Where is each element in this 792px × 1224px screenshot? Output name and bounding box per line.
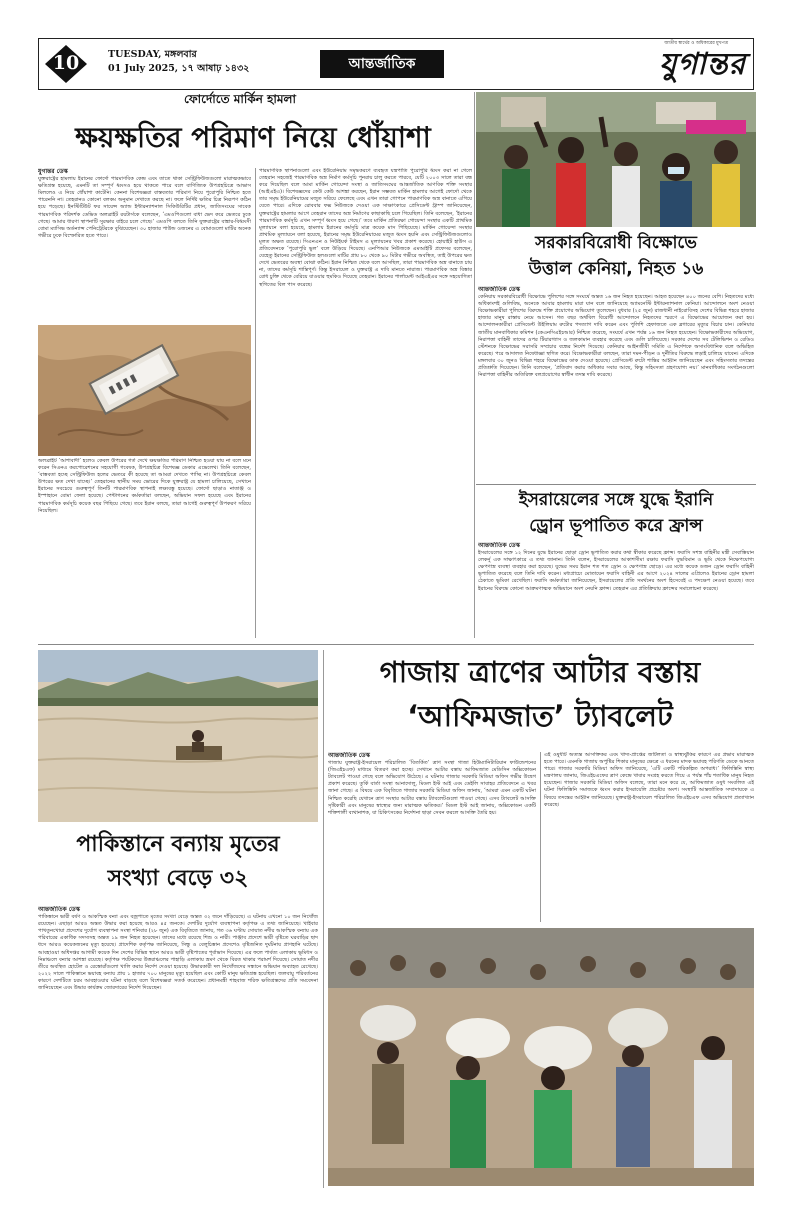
story1-desk: যুগান্তর ডেস্ক — [38, 168, 68, 175]
story1-col1-top — [38, 168, 251, 323]
center-column-rule — [474, 92, 475, 638]
story2-headline — [478, 230, 754, 282]
story5-headline-line2: সংখ্যা বেড়ে ৩২ — [107, 866, 249, 891]
gaza-aid-photo — [328, 928, 754, 1186]
story4-headline-line2: ‘আফিমজাত’ ট্যাবলেট — [407, 699, 673, 733]
story1-col1-bottom — [38, 458, 251, 638]
story4-col2-block — [544, 752, 754, 922]
story1-col2: পারমাণবিক স্থাপনাগুলো এবং ইউরেনিয়াম সমৃদ্ধকরণে ব্যবহৃত যন্ত্রপাতি পুরোপুরি ধ্বংস করা না গেলে তেহরান সহজেই পারমাণবিক অস্ত্র নির্মাণ কর্মসূচি পুনরায় চালু করতে পারবে, যেটি ২০০৩ সালে তারা বন্ধ করে দিয়েছিল বলে আমা মার্কিন গোয়েন্দা সংস্থা ও জাতিসংঘের আন্তর্জাতিক আণবিক শক্তি সংস্থার (আইএইএ)। বিশেষজ্ঞদের কেউ কেউ আশঙ্কা করছেন, ইরান সম্ভবত মার্কিন হামলার আগেই ফোর্দো থেকে তার সমৃদ্ধ ইউরেনিয়ামের মজুত সরিয়ে ফেলেছে এবং এখন তারা গোপনে পারমাণবিক অস্ত্র বানাতে এগিয়ে যেতে পারে। — [259, 168, 472, 210]
story3-headline-line1: ইসরায়েলের সঙ্গে যুদ্ধে ইরানি — [518, 490, 714, 510]
date-block — [108, 48, 258, 76]
story5-body: পাকিস্তানে ভারী বর্ষণ ও আকস্মিক বন্যা এবং বজ্রপাতে মৃতের সংখ্যা বেড়ে অন্তত ৩২ জনে দাঁড়িয়েছে। এ ঘটনায় এখনো ১০ জন নিখোঁজ রয়েছেন। এছাড়া আরও অন্তত উদ্ধার করা হয়েছে আরও ৪৫ জনকে। দেশটির দুর্যোগ ব্যবস্থাপনা কর্তৃপক্ষ এ তথ্য জানিয়েছে। খাইবার পাখতুনখোয়া প্রদেশের দুর্যোগ ব্যবস্থাপনা সংস্থা শনিবার (২৮ জুন) এক বিবৃতিতে জানায়, গত ৩৬ ঘণ্টায় সোয়াত নদীর আকস্মিক বন্যায় এক পরিবারের একাধিক সদস্যসহ অন্তত ১৯ জন নিহত হয়েছেন। তাদের মধ্যে রয়েছে শিশু ও নারী। পাঞ্জাব প্রদেশে ভারী বৃষ্টিতে ঘরবাড়ির ছাদ ধসে আরও কয়েকজনের মৃত্যু হয়েছে। প্রাদেশিক কর্তৃপক্ষ জানিয়েছে, সিন্ধু ও বেলুচিস্তান প্রদেশেও বৃষ্টিজনিত দুর্ঘটনায় প্রাণহানি ঘটেছে। আবহাওয়া অধিদপ্তর আগামী কয়েক দিন দেশের বিভিন্ন স্থানে আরও ভারী বৃষ্টিপাতের পূর্বাভাস দিয়েছে। এর ফলে পার্বত্য এলাকায় ভূমিধস ও নিম্নাঞ্চলে বন্যার আশঙ্কা রয়েছে। কর্তৃপক্ষ পর্যটকদের উত্তরাঞ্চলের পাহাড়ি এলাকায় ভ্রমণ থেকে বিরত থাকার পরামর্শ দিয়েছে। সোয়াত নদীর তীরে অবস্থিত হোটেল ও রেস্তোরাঁগুলো খালি করার নির্দেশ দেওয়া হয়েছে। উদ্ধারকারী দল নিখোঁজদের সন্ধানে অভিযান অব্যাহত রেখেছে। ২০২২ সালে পাকিস্তানে ভয়াবহ বন্যায় প্রায় ১ হাজার ৭০০ মানুষের মৃত্যু হয়েছিল এবং কোটি মানুষ ক্ষতিগ্রস্ত হয়েছিল। জলবায়ু পরিবর্তনের কারণে দেশটিতে চরম আবহাওয়ার ঘটনা বাড়ছে বলে বিশেষজ্ঞরা সতর্ক করেছেন। প্রধানমন্ত্রী শাহবাজ শরিফ ক্ষতিগ্রস্তদের প্রতি সমবেদনা জানিয়েছেন এবং উদ্ধার কার্যক্রম জোরদারের নির্দেশ দিয়েছেন। — [38, 914, 318, 992]
story1-col1b: অলব্রাইট ‘আশাবাদী’ হলেও কেবল উপরের গর্ত দেখে ক্ষয়ক্ষতির পরিমাণ নিশ্চিত হওয়া যায় না বলে মনে করেন সিএনএ করপোরেশনের সহযোগী গবেষক, উপগ্রহচিত্র বিশেষজ্ঞ ডেকার এভেলেথ। তিনি বলেছেন, ‘বাস্তবতা হচ্ছে সেন্ট্রিফিউজ হলের ভেতরে কী হয়েছে তা আমরা দেখতে পাচ্ছি না। উপগ্রহচিত্রে কেবল উপরের ক্ষত দেখা যাচ্ছে।’ — [38, 458, 251, 486]
story4-headline-line1: গাজায় ত্রাণের আটার বস্তায় — [379, 655, 701, 689]
tagline: জাতীয় স্বার্থের ও অধিকারের মুখপত্র — [664, 41, 728, 46]
weekday: TUESDAY, মঙ্গলবার — [108, 49, 197, 60]
story1-kicker: ফোর্দোতে মার্কিন হামলা — [184, 92, 296, 106]
story2-headline-line2: উত্তাল কেনিয়া, নিহত ১৬ — [528, 259, 704, 279]
story3-headline — [476, 487, 756, 539]
story3-headline-line2: ড্রোন ভূপাতিত করে ফ্রান্স — [529, 516, 703, 536]
story5-headline-line1: পাকিস্তানে বন্যায় মৃতের — [76, 832, 280, 857]
pakistan-flood-photo — [38, 650, 318, 822]
story4-column-rule — [540, 752, 541, 922]
story3-body-block — [478, 542, 754, 638]
story1-col2b: এদিকে রোববার ফক্স নিউজকে দেওয়া এক সাক্ষাৎকারে প্রেসিডেন্ট ট্রাম্প জানিয়েছেন, যুক্তরাষ্ট্রের হামলার আগে তেহরান তাদের অস্ত্র নির্মাণের কাছাকাছি চলে গিয়েছিল। তিনি বলেছেন, ‘ইরানের পারমাণবিক কর্মসূচি এখন সম্পূর্ণ ধ্বংস হয়ে গেছে।’ তবে মার্কিন প্রতিরক্ষা গোয়েন্দা সংস্থার একটি প্রাথমিক মূল্যায়নে বলা হয়েছে, হামলায় ইরানের কর্মসূচি মাত্র কয়েক মাস পিছিয়েছে। — [259, 203, 472, 231]
masthead-title: যুগান্তর — [659, 47, 746, 82]
story1-col1: যুক্তরাষ্ট্রের হামলায় ইরানের ফোর্দো পারমাণবিক কেন্দ্র এবং তাতে থাকা সেন্ট্রিফিউজগুলো মারাত্মকভাবে ক্ষতিগ্রস্ত হয়েছে, এমনটি তা সম্পূর্ণ ধ্বংসও হয়ে থাকতে পারে বলে বাণিজ্যিক উপগ্রহচিত্রে আভাস মিললেও এ নিয়ে ধোঁয়াশা কাটেনি। কেননা বিশেষজ্ঞরা বাস্তবতার পরিমাণ নিয়ে পুরোপুরি নিশ্চিত হতে পারেননি না। তেহরানও কোনো বলকম অনুমান দেখাতে করছে না। ফলে নির্দিষ্ট ক্ষতির চিত্র নিরূপণ কঠিন হয়ে পড়েছে। ইনস্টিটিউট ফর সায়েন্স অ্যান্ড ইন্টারন্যাশনাল সিকিউরিটির প্রধান, জাতিসংঘের সাবেক পারমাণবিক পরিদর্শক ডেভিড অলব্রাইট রয়টার্সকে বলেছেন, ‘এমওপিগুলো বাধা ভেদ করে ভেতরে ঢুকে গেছে। আমার ধারণা স্থাপনাটি সুরক্ষার বাইরে চলে গেছে।’ এমওপি বলতে তিনি যুক্তরাষ্ট্রের বাঙ্কার-বিধ্বংসী বোমা ম্যাসিভ অর্ডন্যান্স পেনিট্রেটরকে বুঝিয়েছেন। ৩০ হাজার পাউন্ড ওজনের এ বোমাগুলো মাটির অনেক গভীরে ঢুকে বিস্ফোরিত হতে পারে। — [38, 176, 251, 239]
fordo-satellite-image — [38, 325, 251, 456]
story2-desk: আন্তর্জাতিক ডেস্ক — [478, 286, 520, 293]
story5-headline — [38, 828, 318, 896]
date: 01 July 2025, ১৭ আষাঢ় ১৪৩২ — [108, 63, 250, 74]
story2-bottom-rule — [476, 484, 756, 485]
story4-col2: এই ওষুধটি অত্যন্ত আসক্তিকর এবং খাদ্য-প্রাপ্তের জটিলতা ও স্বাস্থ্যঝুঁকির কারণে এর প্রভাব মারাত্মক হতে পারে। এমনকি গাজায় অপুষ্টির শিকার মানুষের ক্ষেত্রে এ ধরনের মাদক ভয়াবহ পরিণতি ডেকে আনতে পারে। গাজার সরকারি মিডিয়া অফিস জানিয়েছে, ‘এটি একটি পরিকল্পিত অপরাধ।’ ফিলিস্তিনি স্বাস্থ্য মন্ত্রণালয় জানায়, জিএইচএফের ত্রাণ কেন্দ্রে খাবার সংগ্রহ করতে গিয়ে এ পর্যন্ত পাঁচ শতাধিক মানুষ নিহত হয়েছেন। গাজার সরকারি মিডিয়া অফিস বলেছে, তারা মনে করে যে, আফিমজাত ওষুধ সংবলিত এই ঘটনা ফিলিস্তিনি সমাজকে ধ্বংস করার ইসরায়েলি প্রচেষ্টার অংশ। সংস্থাটি আন্তর্জাতিক সম্প্রদায়কে এ বিষয়ে তদন্তের আহ্বান জানিয়েছে। যুক্তরাষ্ট্র-ইসরায়েল পরিচালিত জিএইচএফ এসব অভিযোগ প্রত্যাখ্যান করেছে। — [544, 752, 754, 808]
story5-body-block — [38, 906, 318, 1186]
story1-col1c: তেহরানের স্থানীয় সময় ভোরের দিকে যুক্তরাষ্ট্র যে হামলা চালিয়েছে, সেখানে ইরানের সবচেয়ে গুরুত্বপূর্ণ তিনটি পারমাণবিক স্থাপনাই লক্ষ্যবস্তু হয়েছে। ফোর্দো ছাড়াও নাতাঞ্জ ও ইস্পাহানে বোমা ফেলা হয়েছে। পেন্টাগনের কর্মকর্তারা বলছেন, অভিযান সফল হয়েছে এবং ইরানের পারমাণবিক কর্মসূচি কয়েক বছর পিছিয়ে গেছে। তবে ইরান বলছে, তারা আগেই গুরুত্বপূর্ণ উপকরণ সরিয়ে নিয়েছিল। — [38, 479, 251, 514]
lower-column-rule — [323, 650, 324, 1188]
page-number: 10 — [52, 52, 80, 74]
masthead-logo — [565, 40, 750, 88]
story4-headline — [326, 650, 754, 738]
satellite-photo-icon — [38, 325, 251, 456]
section-label: আন্তর্জাতিক — [348, 56, 416, 72]
story3-body: ইসরায়েলের সঙ্গে ১২ দিনের যুদ্ধে ইরানের ছোড়া ড্রোন ভূপাতিত করার কথা স্বীকার করেছে ফ্রান্স। ফরাসি সশস্ত্র বাহিনীর মন্ত্রী সেবাস্তিয়ান লেকর্নু এক সাক্ষাৎকারে এ তথ্য জানান। তিনি বলেন, ইসরায়েলের আকাশসীমা রক্ষায় ফরাসি যুদ্ধবিমান ও ভূমি থেকে নিক্ষেপযোগ্য ক্ষেপণাস্ত্র ব্যবস্থা ব্যবহার করা হয়েছে। যুদ্ধের সময় ইরান শত শত ড্রোন ও ক্ষেপণাস্ত্র ছোড়ে। এর মধ্যে কয়েক ডজন ড্রোন ফরাসি বাহিনী ভূপাতিত করেছে বলে তিনি দাবি করেন। মধ্যপ্রাচ্যে মোতায়েন ফরাসি বাহিনী এর আগে ২০২৪ সালের এপ্রিলেও ইরানের ড্রোন হামলা ঠেকাতে ভূমিকা রেখেছিল। ফরাসি কর্মকর্তারা জানিয়েছেন, ইসরায়েলের প্রতি সমর্থনের অংশ হিসেবেই এ পদক্ষেপ নেওয়া হয়েছে। তবে ইরানের বিরুদ্ধে কোনো আক্রমণাত্মক অভিযানে অংশ নেয়নি ফ্রান্স। তেহরান এর প্রতিক্রিয়ায় ফ্রান্সের সমালোচনা করেছে। — [478, 550, 754, 592]
story1-column-rule — [255, 168, 256, 638]
flood-photo-icon — [38, 650, 318, 822]
story1-col2d: এনপিআর নিউজকে এমআইটি প্রফেসর বলেছেন, যেহেতু ইরানের সেন্ট্রিফিউজ হলগুলো মাটির প্রায় ৮০ থেকে ৯০ মিটার গভীরে অবস্থিত, তাই উপরের ক্ষত দেখে ভেতরের অবস্থা বোঝা কঠিন। ইরান নিশ্চিত থেকে বলে আসছিল, তারা পারমাণবিক অস্ত্র বানাতে চায় না, তাদের কর্মসূচি শান্তিপূর্ণ। কিন্তু ইসরায়েল ও যুক্তরাষ্ট্র এ দাবি মানতে নারাজ। পারমাণবিক অস্ত্র বিস্তার রোধ চুক্তি থেকে বেরিয়ে যাওয়ার হুমকিও দিয়েছে তেহরান। ইরানের পার্লামেন্ট আইএইএর সঙ্গে সহযোগিতা স্থগিতের বিল পাস করেছে। — [259, 246, 472, 288]
story3-desk: আন্তর্জাতিক ডেস্ক — [478, 542, 520, 549]
story2-headline-line1: সরকারবিরোধী বিক্ষোভে — [535, 233, 697, 253]
kenya-protest-photo — [476, 92, 756, 227]
story1-col2-block — [259, 168, 472, 638]
protest-photo-icon — [476, 92, 756, 227]
story4-desk: আন্তর্জাতিক ডেস্ক — [328, 752, 370, 759]
story5-desk: আন্তর্জাতিক ডেস্ক — [38, 906, 80, 913]
story4-col1: গাজায় যুক্তরাষ্ট্র-ইসরায়েল পরিচালিত ‘বিতর্কিত’ ত্রাণ সংস্থা গাজা হিউম্যানিটারিয়ান ফাউন্ডেশনের (জিএইচএফ) মাধ্যমে বিতরণ করা হচ্ছে। সেখানে আটার বস্তায় আফিমজাত মেডিসিন অক্সিকোডন ট্যাবলেট পাওয়া গেছে বলে অভিযোগ উঠেছে। এ ঘটনায় গাজার সরকারি মিডিয়া অফিস গভীর উদ্বেগ প্রকাশ করেছে। তুর্কি বার্তা সংস্থা আনাদোলু, মিডল ইস্ট আই এবং ডেইলি সাবাহর প্রতিবেদনে এ খবর জানা গেছে। এ বিষয়ে এক বিবৃতিতে গাজার সরকারি মিডিয়া অফিস জানায়, ‘আমরা এমন একটি ঘটনা নিশ্চিত করেছি যেখানে ত্রাণ সংস্থার আটার বস্তায় ট্যাবলেটগুলো পাওয়া গেছে। এসব ট্যাবলেট আসক্তি সৃষ্টিকারী এবং মানুষের স্বাস্থ্যের জন্য মারাত্মক ক্ষতিকর।’ মিডল ইস্ট আই জানায়, অক্সিকোডন একটি শক্তিশালী ব্যথানাশক, যা চিকিৎসকের নির্দেশনা ছাড়া সেবন করলে আসক্তি তৈরি হয়। — [328, 760, 536, 816]
mid-page-rule — [38, 644, 754, 645]
page-number-diamond — [44, 44, 88, 84]
story2-body: কেনিয়ায় সরকারবিরোধী বিক্ষোভে পুলিশের সঙ্গে সংঘর্ষে অন্তত ১৬ জন নিহত হয়েছেন। আহত হয়েছেন ৪০০ জনের বেশি। নিহতদের মধ্যে অধিকাংশই গুলিবিদ্ধ, অনেকে আবার হামলায় মারা যান বলে জানিয়েছে অ্যামনেস্টি ইন্টারন্যাশনাল কেনিয়া। আন্দোলনে অংশ নেওয়া বিক্ষোভকারীরা পুলিশের বিরুদ্ধে শক্তি প্রয়োগের অভিযোগ তুলেছেন। বুধবার (২৫ জুন) রাজধানী নাইরোবিসহ দেশের বিভিন্ন শহরে হাজার হাজার মানুষ রাস্তায় নেমে আসেন। গত বছর অর্থবিল বিরোধী আন্দোলনে নিহতদের স্মরণে এ বিক্ষোভের আয়োজন করা হয়। আন্দোলনকারীরা প্রেসিডেন্ট উইলিয়াম রুটোর পদত্যাগ দাবি করেন এবং পুলিশি হেফাজতে এক ব্লগারের মৃত্যুর বিচার চান। কেনিয়ার জাতীয় মানবাধিকার কমিশন (কেএনসিএইচআর) নিশ্চিত করেছে, সংঘর্ষে এখন পর্যন্ত ১৬ জন নিহত হয়েছেন। বিক্ষোভকারীদের অভিযোগ, নিরাপত্তা বাহিনী তাদের ওপর টিয়ারগ্যাস ও জলকামান ব্যবহার করেছে এবং গুলি চালিয়েছে। সরকার দেশের সব টেলিভিশন ও রেডিও স্টেশনকে বিক্ষোভের সরাসরি সম্প্রচার বন্ধের নির্দেশ দিয়েছে। কেনিয়ার আইনজীবী সমিতি এ নির্দেশকে অসাংবিধানিক বলে অভিহিত করেছে। পরে আদালত নিষেধাজ্ঞা স্থগিত করে। বিক্ষোভকারীরা বলছেন, তারা দমন-পীড়ন ও দুর্নীতির বিরুদ্ধে লড়াই চালিয়ে যাবেন। এদিকে মঙ্গলবার ৩০ জুনও বিভিন্ন শহরে বিক্ষোভের ডাক দেওয়া হয়েছে। প্রেসিডেন্ট রুটো শান্তির আহ্বান জানিয়েছেন এবং সহিংসতার তদন্তের প্রতিশ্রুতি দিয়েছেন। তিনি বলেছেন, ‘প্রতিবাদ করার অধিকার সবার আছে, কিন্তু সহিংসতা গ্রহণযোগ্য নয়।’ মানবাধিকার সংগঠনগুলো নিরাপত্তা বাহিনীর অতিরিক্ত বলপ্রয়োগের স্বাধীন তদন্ত দাবি করেছে। — [478, 294, 754, 379]
story1-headline: ক্ষয়ক্ষতির পরিমাণ নিয়ে ধোঁয়াশা — [75, 121, 431, 154]
section-label-box — [320, 50, 444, 78]
story1-col2c: মার্কিন গোয়েন্দা সংস্থার প্রাথমিক মূল্যায়নে বলা হয়েছে, ইরানের সমৃদ্ধ ইউরেনিয়ামের মজুত ধ্বংস হয়নি এবং সেন্ট্রিফিউজগুলোও মূলত অক্ষত রয়েছে। সিএনএন ও নিউইয়র্ক টাইমস এ মূল্যায়নের খবর প্রকাশ করেছে। হোয়াইট হাউস এ প্রতিবেদনকে ‘পুরোপুরি ভুল’ বলে উড়িয়ে দিয়েছে। — [259, 224, 472, 253]
story2-body-block — [478, 286, 754, 482]
story4-col1-block — [328, 752, 536, 922]
aid-crowd-photo-icon — [328, 928, 754, 1186]
